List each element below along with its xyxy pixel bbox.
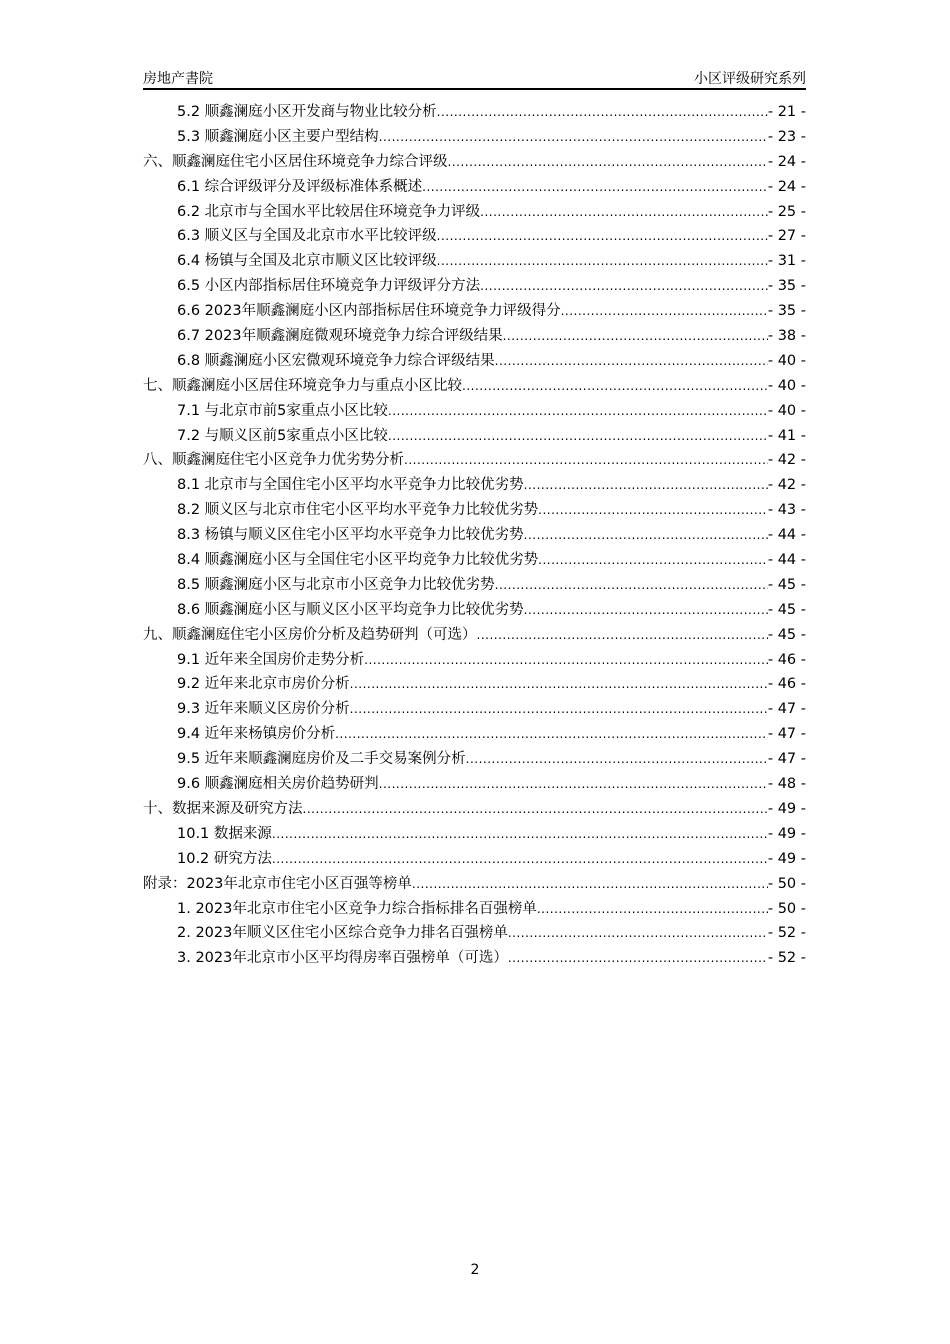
toc-entry[interactable] — [143, 274, 806, 299]
page-number: 2 — [470, 1262, 480, 1278]
toc-entry-page: - 42 - — [767, 452, 806, 469]
toc-entry-title: 2. 2023年顺义区住宅小区综合竞争力排名百强榜单 — [177, 925, 508, 942]
toc-entry-page: - 27 - — [767, 228, 806, 245]
toc-entry-page: - 50 - — [767, 900, 806, 917]
toc-entry-page: - 47 - — [767, 726, 806, 743]
toc-entry[interactable] — [143, 125, 806, 150]
toc-entry[interactable] — [143, 349, 806, 374]
toc-entry-title: 8.3 杨镇与顺义区住宅小区平均水平竞争力比较优劣势 — [177, 527, 524, 544]
toc-entry-page: - 31 - — [767, 253, 806, 270]
dot-leader — [495, 349, 768, 374]
toc-entry-title: 8.2 顺义区与北京市住宅小区平均水平竞争力比较优劣势 — [177, 502, 539, 519]
toc-entry-page: - 49 - — [767, 800, 806, 817]
toc-entry-page: - 21 - — [767, 104, 806, 120]
toc-entry[interactable] — [143, 797, 806, 822]
toc-entry-title: 5.3 顺鑫澜庭小区主要户型结构 — [177, 128, 379, 145]
toc-entry-title: 3. 2023年北京市小区平均得房率百强榜单（可选） — [177, 950, 508, 967]
header-right: 小区评级研究系列 — [694, 71, 806, 87]
toc-entry-title: 8.1 北京市与全国住宅小区平均水平竞争力比较优劣势 — [177, 477, 524, 494]
toc-entry[interactable] — [143, 672, 806, 697]
toc-entry[interactable] — [143, 772, 806, 797]
toc-entry-title: 7.1 与北京市前5家重点小区比较 — [177, 402, 388, 419]
toc-entry[interactable] — [143, 448, 806, 473]
toc-entry[interactable] — [143, 897, 806, 922]
toc-entry-title: 十、数据来源及研究方法 — [143, 800, 303, 817]
dot-leader — [538, 548, 768, 573]
dot-leader — [495, 573, 768, 598]
toc-entry-title: 七、顺鑫澜庭小区居住环境竞争力与重点小区比较 — [143, 377, 462, 394]
toc-entry-page: - 35 - — [767, 278, 806, 295]
toc-entry-title: 9.6 顺鑫澜庭相关房价趋势研判 — [177, 776, 379, 793]
toc-entry[interactable] — [143, 623, 806, 648]
toc-entry-page: - 45 - — [767, 601, 806, 618]
toc-entry[interactable] — [143, 548, 806, 573]
toc-entry-title: 9.2 近年来北京市房价分析 — [177, 676, 350, 693]
dot-leader — [379, 772, 768, 797]
toc-entry-page: - 48 - — [767, 776, 806, 793]
toc-entry-page: - 24 - — [767, 153, 806, 170]
dot-leader — [524, 523, 768, 548]
toc-entry-title: 10.1 数据来源 — [177, 825, 272, 842]
toc-entry[interactable] — [143, 847, 806, 872]
toc-entry-page: - 24 - — [767, 178, 806, 195]
toc-entry[interactable] — [143, 324, 806, 349]
dot-leader — [524, 473, 768, 498]
toc-entry-page: - 42 - — [767, 477, 806, 494]
toc-entry-page: - 46 - — [767, 676, 806, 693]
toc-entry-title: 5.2 顺鑫澜庭小区开发商与物业比较分析 — [177, 104, 437, 120]
toc-entry[interactable] — [143, 224, 806, 249]
toc-entry[interactable] — [143, 100, 806, 125]
toc-entry[interactable] — [143, 921, 806, 946]
toc-entry-title: 9.3 近年来顺义区房价分析 — [177, 701, 350, 718]
dot-leader — [448, 150, 768, 175]
toc-entry-title: 1. 2023年北京市住宅小区竞争力综合指标排名百强榜单 — [177, 900, 537, 917]
dot-leader — [422, 175, 768, 200]
header-left: 房地产書院 — [143, 71, 213, 87]
toc-entry-title: 6.4 杨镇与全国及北京市顺义区比较评级 — [177, 253, 437, 270]
dot-leader — [538, 498, 768, 523]
dot-leader — [466, 747, 768, 772]
dot-leader — [437, 249, 768, 274]
dot-leader — [303, 797, 768, 822]
toc-entry-title: 8.6 顺鑫澜庭小区与顺义区小区平均竞争力比较优劣势 — [177, 601, 524, 618]
dot-leader — [335, 722, 768, 747]
dot-leader — [272, 847, 768, 872]
toc-entry-page: - 52 - — [767, 925, 806, 942]
dot-leader — [503, 324, 768, 349]
toc-entry-title: 7.2 与顺义区前5家重点小区比较 — [177, 427, 388, 444]
toc-entry[interactable] — [143, 822, 806, 847]
page-header — [143, 66, 806, 90]
toc-entry-page: - 50 - — [767, 875, 806, 892]
toc-entry[interactable] — [143, 747, 806, 772]
toc-entry-title: 9.1 近年来全国房价走势分析 — [177, 651, 365, 668]
toc-entry[interactable] — [143, 399, 806, 424]
dot-leader — [480, 200, 768, 225]
dot-leader — [412, 872, 768, 897]
toc-entry-page: - 46 - — [767, 651, 806, 668]
toc-entry-page: - 44 - — [767, 527, 806, 544]
toc-entry[interactable] — [143, 573, 806, 598]
toc-entry[interactable] — [143, 473, 806, 498]
dot-leader — [404, 448, 768, 473]
toc-entry-page: - 44 - — [767, 552, 806, 569]
toc-entry-title: 八、顺鑫澜庭住宅小区竞争力优劣势分析 — [143, 452, 404, 469]
toc-entry-title: 6.8 顺鑫澜庭小区宏微观环境竞争力综合评级结果 — [177, 352, 495, 369]
toc-entry[interactable] — [143, 249, 806, 274]
toc-entry[interactable] — [143, 872, 806, 897]
toc-entry-title: 6.2 北京市与全国水平比较居住环境竞争力评级 — [177, 203, 481, 220]
toc-entry[interactable] — [143, 200, 806, 225]
toc-entry-page: - 35 - — [767, 303, 806, 320]
toc-entry[interactable] — [143, 150, 806, 175]
toc-entry-title: 10.2 研究方法 — [177, 850, 272, 867]
dot-leader — [388, 424, 768, 449]
dot-leader — [350, 672, 768, 697]
dot-leader — [537, 897, 768, 922]
dot-leader — [379, 125, 768, 150]
toc-entry-page: - 49 - — [767, 850, 806, 867]
dot-leader — [477, 623, 768, 648]
toc-entry-page: - 23 - — [767, 128, 806, 145]
dot-leader — [480, 274, 768, 299]
dot-leader — [561, 299, 768, 324]
dot-leader — [437, 224, 768, 249]
toc-entry-title: 6.6 2023年顺鑫澜庭小区内部指标居住环境竞争力评级得分 — [177, 303, 561, 320]
toc-entry[interactable] — [143, 424, 806, 449]
toc-entry[interactable] — [143, 175, 806, 200]
dot-leader — [272, 822, 768, 847]
toc-entry-title: 六、顺鑫澜庭住宅小区居住环境竞争力综合评级 — [143, 153, 448, 170]
toc-entry-page: - 41 - — [767, 427, 806, 444]
toc-entry[interactable] — [143, 299, 806, 324]
toc-entry-title: 8.4 顺鑫澜庭小区与全国住宅小区平均竞争力比较优劣势 — [177, 552, 539, 569]
toc-entry-title: 6.5 小区内部指标居住环境竞争力评级评分方法 — [177, 278, 481, 295]
dot-leader — [437, 100, 768, 125]
toc-entry-title: 附录：2023年北京市住宅小区百强等榜单 — [143, 875, 412, 892]
dot-leader — [508, 946, 768, 971]
toc-entry[interactable] — [143, 648, 806, 673]
dot-leader — [524, 598, 768, 623]
toc-entry-title: 九、顺鑫澜庭住宅小区房价分析及趋势研判（可选） — [143, 626, 477, 643]
toc-entry-page: - 47 - — [767, 701, 806, 718]
toc-entry-page: - 25 - — [767, 203, 806, 220]
toc-entry[interactable] — [143, 598, 806, 623]
toc-entry-title: 6.7 2023年顺鑫澜庭微观环境竞争力综合评级结果 — [177, 328, 503, 345]
toc-entry[interactable] — [143, 498, 806, 523]
toc-entry-page: - 40 - — [767, 402, 806, 419]
toc-entry-title: 6.3 顺义区与全国及北京市水平比较评级 — [177, 228, 437, 245]
toc-entry-title: 8.5 顺鑫澜庭小区与北京市小区竞争力比较优劣势 — [177, 576, 495, 593]
toc-entry[interactable] — [143, 722, 806, 747]
toc-entry-page: - 40 - — [767, 352, 806, 369]
toc-entry[interactable] — [143, 374, 806, 399]
toc-entry[interactable] — [143, 946, 806, 971]
table-of-contents — [143, 100, 806, 971]
dot-leader — [364, 648, 768, 673]
toc-entry-title: 9.4 近年来杨镇房价分析 — [177, 726, 336, 743]
toc-entry[interactable] — [143, 523, 806, 548]
dot-leader — [508, 921, 768, 946]
toc-entry-page: - 52 - — [767, 950, 806, 967]
dot-leader — [462, 374, 768, 399]
toc-entry[interactable] — [143, 697, 806, 722]
toc-entry-page: - 47 - — [767, 751, 806, 768]
toc-entry-title: 6.1 综合评级评分及评级标准体系概述 — [177, 178, 423, 195]
dot-leader — [388, 399, 768, 424]
toc-entry-page: - 49 - — [767, 825, 806, 842]
toc-entry-page: - 45 - — [767, 576, 806, 593]
toc-entry-page: - 43 - — [767, 502, 806, 519]
toc-entry-title: 9.5 近年来顺鑫澜庭房价及二手交易案例分析 — [177, 751, 466, 768]
toc-entry-page: - 38 - — [767, 328, 806, 345]
toc-entry-page: - 40 - — [767, 377, 806, 394]
dot-leader — [350, 697, 768, 722]
toc-entry-page: - 45 - — [767, 626, 806, 643]
